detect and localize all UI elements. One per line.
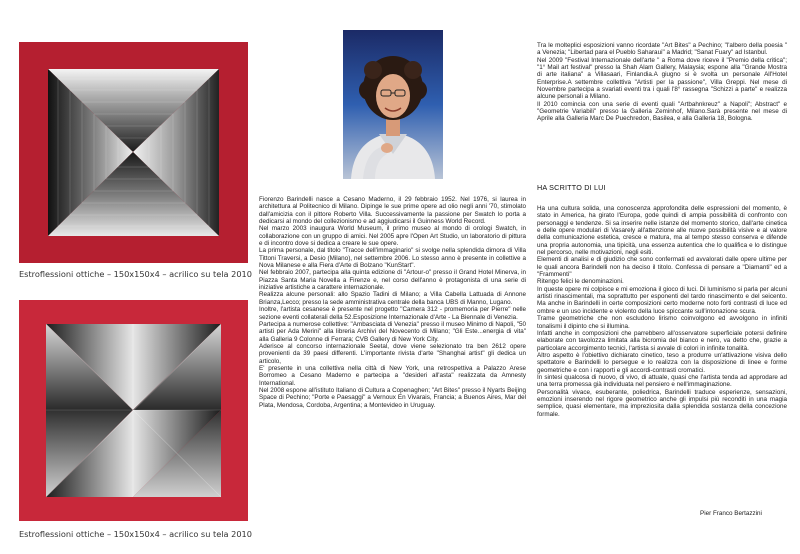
essay-paragraph: Elementi di analisi e di giudizio che sono confermati ed avvalorati dalle opere ultime per le quali ancora Barindelli non ha deciso il titolo. Confessa di pensare a "Diamanti" ed a "Frammenti" [537,256,787,279]
exhibition-paragraph: Il 2010 comincia con una serie di eventi quali "Artbahnkreuz" a Napoli"; Abstract" e "Geometrie Variabili" presso la Galleria Zeminhof, Milano.Sarà presente nel mese di Aprile alla Galleria Marc De Puechredon, Basilea, e alla Galleria 18, Bologna. [537,100,787,123]
essay-paragraph: Ha una cultura solida, una conoscenza approfondita delle espressioni del momento, è stato in America, ha girato l'Europa, gode quindi di ampia possibilità di confronto con personaggi e tendenze. Si sa inserire nelle istanze del momento storico, dall'arte cinetica e delle opere modulari di Vasarely all'attenzione alle nuove possibilità visive e al valore della comunicazione estetica, cresce e matura, ma al tempo stesso conserva e difende una propria autonomia, una tipicità, una essenza autentica che lo qualifica e lo distingue nel percorso, nelle motivazioni, negli esiti. [537,205,787,257]
artwork-bottom [19,300,248,521]
section-heading: HA SCRITTO DI LUI [537,183,606,192]
essay-paragraph: Infatti anche in composizioni che parrebbero all'osservatore superficiale potersi definire elaborate con tavolozza limitata alla bicromia del bianco e nero, va detto che, grazie a particolare accorgimento tecnici, l'artista si avvale di colori in infinite tonalità. [537,329,787,352]
optical-artwork-image-1 [19,42,248,263]
bio-paragraph: Aderisce al concorso internazionale Seetal, dove viene selezionato tra ben 2612 opere provenienti da 39 paesi differenti. L'importante rivista d'arte "Shanghai artist" gli dedica un articolo, [259,342,526,365]
bio-paragraph: Nel 2008 espone all'istituto Italiano di Cultura a Copenaghen; "Art Bites" presso il Nyarts Beijing Space di Pechino; "Porte e Paesaggi" a Vernoux En Vivarais, Francia; a Buenos Aires, Mar del Plata, Mendosa, Cordoba, Argentina; a Montevideo in Uruguay. [259,386,526,409]
essay-paragraph: Personalità vivace, esuberante, poliedrica, Barindelli traduce esperienze, sensazioni, emozioni inserendo nel rigore geometrico anche gli impulsi più reconditi in una magia semplice, quasi elementare, ma impreziosita dalla splendida sostanza della concezione formale. [537,388,787,418]
bio-paragraph: Nel febbraio 2007, partecipa alla quinta edizione di "Artour-o" presso il Grand Hotel Minerva, in Piazza Santa Maria Novella a Firenze e, nel corso dell'anno è protagonista di una serie di iniziative artistiche a carattere internazionale. [259,269,526,292]
bio-paragraph: Nel marzo 2003 inaugura World Museum, il primo museo al mondo di orologi Swatch, in collaborazione con un gruppo di amici. Nel 2005 apre l'Open Art Studio, un laboratorio di pittura e di incontro dove si dedica a creare le sue opere. [259,225,526,248]
artwork-top [19,42,248,263]
essay-paragraph: Ritengo felici le denominazioni. [537,278,624,286]
artist-photo-icon [343,30,443,179]
essay-paragraph: In sintesi qualcosa di nuovo, di vivo, di attuale, quasi che l'artista tenda ad approdare ad una terra promessa già individuata nel pensiero e nell'immaginazione. [537,373,787,389]
exhibition-paragraph: Tra le molteplici esposizioni vanno ricordate "Art Bites" a Pechino; "l'albero della poesia " a Venezia; "Libertad para el Pueblo Saharaui" a Madrid; "Sanat Fuary" ad Istanbul. [537,42,787,57]
bio-paragraph: La prima personale, dal titolo "Tracce dell'immaginario" si svolge nella splendida dimora di Villa Tittoni Traversi, a Desio (Milano), nel settembre 2006. Lo stesso anno è presente in collettive a Nova Milanese e alla Fiera d'Arte di Bolzano "KunStart". [259,247,526,270]
biography-text [259,196,526,409]
bio-paragraph: Partecipa a numerose collettive: "Ambasciata di Venezia" presso il museo Minimo di Napoli, "50 artisti per Ada Merini" alla libreria Archivi del Novecento di Milano; "Gli Este...energia di vita" alla Galleria 9 Colonne di Ferrara; CVB Gallery di New York City. [259,320,526,343]
critic-essay-text [537,205,787,418]
optical-artwork-image-2 [19,300,248,521]
exhibition-paragraph: Nel 2009 "Festival Internazionale dell'arte " a Roma dove riceve il "Premio della critica"; "1° Mail art festival" presso la Shah Alam Gallery, Malaysia; espone alla "Grande Mostra di arte italiana" a Villasaari, Finlandia.A giugno si è svolta un personale All'Hotel Enterprise.A settembre collettiva "Artisti per la passione", Villa Greppi. Nel mese di Novembre partecipa a svariati eventi tra i quali l'8° rassegna "Schizzi a parte" e realizza alcune personali a Milano. [537,56,787,101]
bio-paragraph: Realizza alcune personali: allo Spazio Tadini di Milano; a Villa Cabella Lattuada di Annone Brianza,Lecco; presso la sede amministrativa centrale della banca UBS di Manno, Lugano. [259,291,526,306]
essay-signature: Pier Franco Bertazzini [700,510,762,517]
exhibitions-text [537,42,787,123]
bio-paragraph: E' presente in una collettiva nella città di New York, una retrospettiva a Palazzo Arese Borromeo a Cesano Maderno e partecipa a "desideri all'asta" realizzata da Amnesty International. [259,364,526,387]
artwork-caption-2: Estroflessioni ottiche – 150x150x4 – acrilico su tela 2010 [19,529,252,539]
essay-paragraph: In queste opere mi colpisce e mi emoziona il gioco di luci. Di luminismo si parla per alcuni artisti rinascimentali, ma soprattutto per esponenti del tardo rinascimento e del seicento. Ma anche in Barindelli in certe composizioni certo moderne noto forti contrasti di luce ed ombre e un uso incidente e violento della luce spiccante sull'intonazione scura. [537,285,787,315]
artist-portrait [343,30,443,179]
essay-paragraph: Trame geometriche che non escludono lirismo coinvolgono ed avvolgono in infiniti tonalismi il dipinto che si illumina. [537,315,787,330]
artwork-caption-1: Estroflessioni ottiche – 150x150x4 – acrilico su tela 2010 [19,269,252,279]
essay-paragraph: Altro aspetto è l'obiettivo dichiarato cinetico, teso a produrre un'attivazione visiva dello spettatore e Barindelli lo persegue e lo realizza con la disposizione di linee e forme geometriche e con i rapporti e gli accordi-contrasti cromatici. [537,351,787,374]
bio-paragraph: Fiorenzo Barindelli nasce a Cesano Maderno, il 29 febbraio 1952. Nel 1976, si laurea in architettura al Politecnico di Milano. Dipinge le sue prime opere ad olio negli anni '70, stimolato dall'amicizia con il pittore Roberto Villa. Successivamente la passione per Swatch lo porta a dedicarsi al mondo del collezionismo e ad aggiudicarsi il Guinness World Record. [259,196,526,226]
bio-paragraph: Inoltre, l'artista cesanese è presente nel progetto "Camera 312 - promemoria per Pierre" nelle sezione eventi collaterali della 52.Esposizione Internazionale d'Arte - La Biennale di Venezia. [259,306,526,321]
